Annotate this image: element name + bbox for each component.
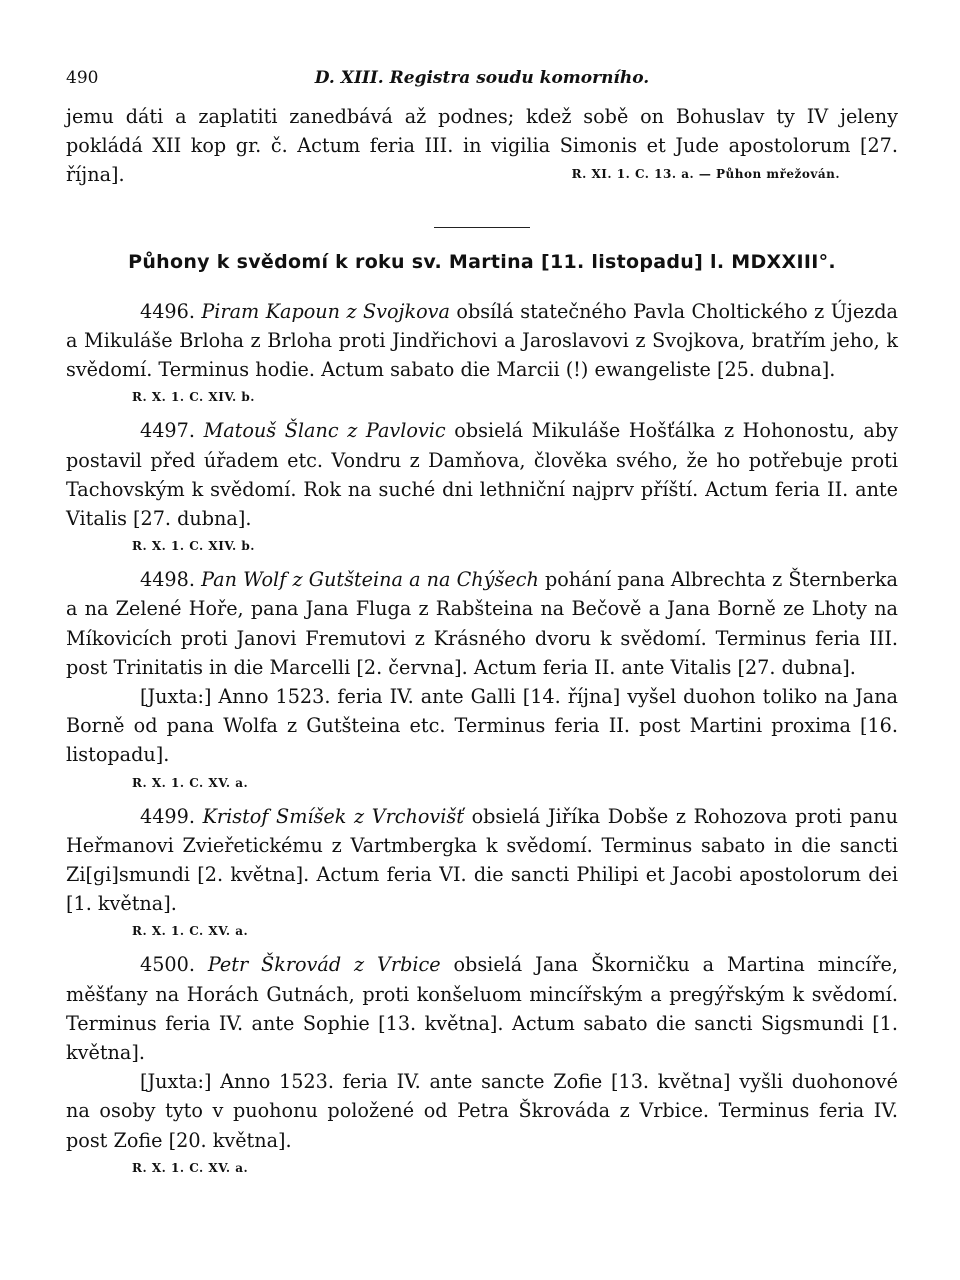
entry [66, 416, 898, 559]
entry [66, 297, 898, 411]
opening-paragraph: jemu dáti a zaplatiti zanedbává až podnes; kdež sobě on Bohuslav ty IV jeleny pokládá XII kop gr. č. Actum feria III. in vigilia Simonis et Jude apostolorum [27. října]. [66, 105, 898, 187]
entry-number: 4499. [140, 804, 195, 828]
entry [66, 802, 898, 945]
page-number: 490 [66, 68, 99, 88]
section-divider [434, 227, 530, 228]
running-head: D. XIII. Registra soudu komorního. [314, 68, 650, 88]
entry-paragraph [66, 416, 898, 533]
entry-text: obsielá Jana Škorničku a Martina mincíře, měšťany na Horách Gutnách, proti konšeluom mincířským a pregýřským k svědomí. Terminus feria IV. ante Sophie [13. května]. Actum sabato die sancti Sigsmundi [1. května]. [66, 953, 898, 1065]
entry-text: obsielá Mikuláše Hošťálka z Hohonostu, aby postavil před úřadem etc. Vondru z Damňova, člověka svého, že ho potřebuje proti Tachovským k svědomí. Rok na suché dni lethniční najprv příští. Actum feria II. ante Vitalis [27. dubna]. [66, 419, 898, 531]
entry-names: Piram Kapoun z Svojkova [201, 299, 450, 323]
entry-number: 4496. [140, 299, 195, 323]
page-header [66, 62, 898, 102]
source-reference: R. X. 1. C. XIV. b. [132, 390, 255, 405]
entry-paragraph [66, 297, 898, 385]
entry [66, 565, 898, 795]
entry-paragraph [66, 950, 898, 1067]
entry-text: obsílá statečného Pavla Choltického z Újezda a Mikuláše Brloha z Brloha proti Jindřichovi a Jaroslavovi z Svojkova, bratřím jeho, k svědomí. Terminus hodie. Actum sabato die Marcii (!) ewangeliste [25. dubna]. [66, 299, 898, 382]
juxta-paragraph: [Juxta:] Anno 1523. feria IV. ante sancte Zofie [13. května] vyšli duohonové na osoby tyto v puohonu položené od Petra Škrováda z Vrbice. Terminus feria IV. post Zofie [20. května]. [66, 1070, 898, 1152]
entry-number: 4497. [140, 419, 195, 443]
entry-paragraph [66, 565, 898, 682]
document-page [66, 62, 898, 1187]
entry-text: pohání pana Albrechta z Šternberka a na Zelené Hoře, pana Jana Fluga z Rabšteina na Bečově a Jana Borně ze Lhoty na Míkovicích proti Janovi Fremutovi z Krásného dvoru k svědomí. Terminus feria III. post Trinitatis in die Marcelli [2. června]. Actum feria II. ante Vitalis [27. dubna]. [66, 568, 898, 679]
source-reference: R. X. 1. C. XV. a. [132, 924, 249, 939]
source-reference: R. X. 1. C. XV. a. [132, 775, 249, 790]
source-reference: R. X. 1. C. XV. a. [132, 1160, 249, 1175]
entry-text: obsielá Jiříka Dobše z Rohozova proti panu Heřmanovi Zvieřetickému z Vartmbergka k svědomí. Terminus sabato in die sancti Zi[gi]smundi [2. května]. Actum feria VI. die sancti Philipi et Jacobi apostolorum dei [1. května]. [66, 804, 898, 916]
entries-list [66, 297, 898, 1181]
source-reference: R. XI. 1. C. 13. a. — Půhon mřežován. [571, 166, 840, 181]
entry-number: 4498. [140, 568, 195, 592]
section-title: Půhony k svědomí k roku sv. Martina [11. listopadu] l. MDXXIII°. [128, 250, 836, 273]
source-reference: R. X. 1. C. XIV. b. [132, 539, 255, 554]
entry-paragraph [66, 802, 898, 919]
entry-names: Petr Škrovád z Vrbice [207, 953, 441, 977]
entry [66, 950, 898, 1180]
juxta-paragraph: [Juxta:] Anno 1523. feria IV. ante Galli [14. října] vyšel duohon toliko na Jana Borně od pana Wolfa z Gutšteina etc. Terminus feria II. post Martini proxima [16. listopadu]. [66, 685, 898, 767]
entry-names: Kristof Smíšek z Vrchovišť [202, 804, 464, 828]
entry-names: Matouš Šlanc z Pavlovic [203, 419, 446, 443]
entry-number: 4500. [140, 953, 195, 977]
entry-names: Pan Wolf z Gutšteina a na Chýšech [201, 568, 539, 592]
